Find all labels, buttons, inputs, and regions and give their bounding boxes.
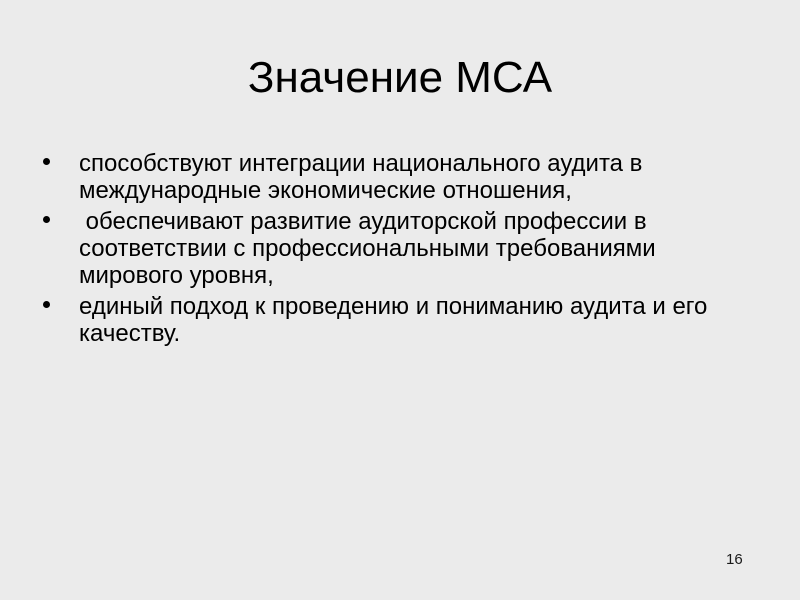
page-number: 16	[726, 551, 743, 568]
bullet-item	[40, 208, 740, 289]
bullet-item	[40, 150, 740, 204]
bullet-dot-icon	[43, 301, 50, 308]
bullet-text: способствуют интеграции национального аудита в международные экономические отношения,	[79, 150, 650, 204]
bullet-dot-icon	[43, 216, 50, 223]
bullet-text: единый подход к проведению и пониманию аудита и его качеству.	[79, 293, 715, 347]
bullet-list	[40, 150, 740, 351]
bullet-dot-icon	[43, 158, 50, 165]
bullet-text: обеспечивают развитие аудиторской профессии в соответствии с профессиональными требованиями мирового уровня,	[79, 208, 663, 289]
slide-title: Значение МСА	[247, 53, 553, 102]
bullet-item	[40, 293, 740, 347]
